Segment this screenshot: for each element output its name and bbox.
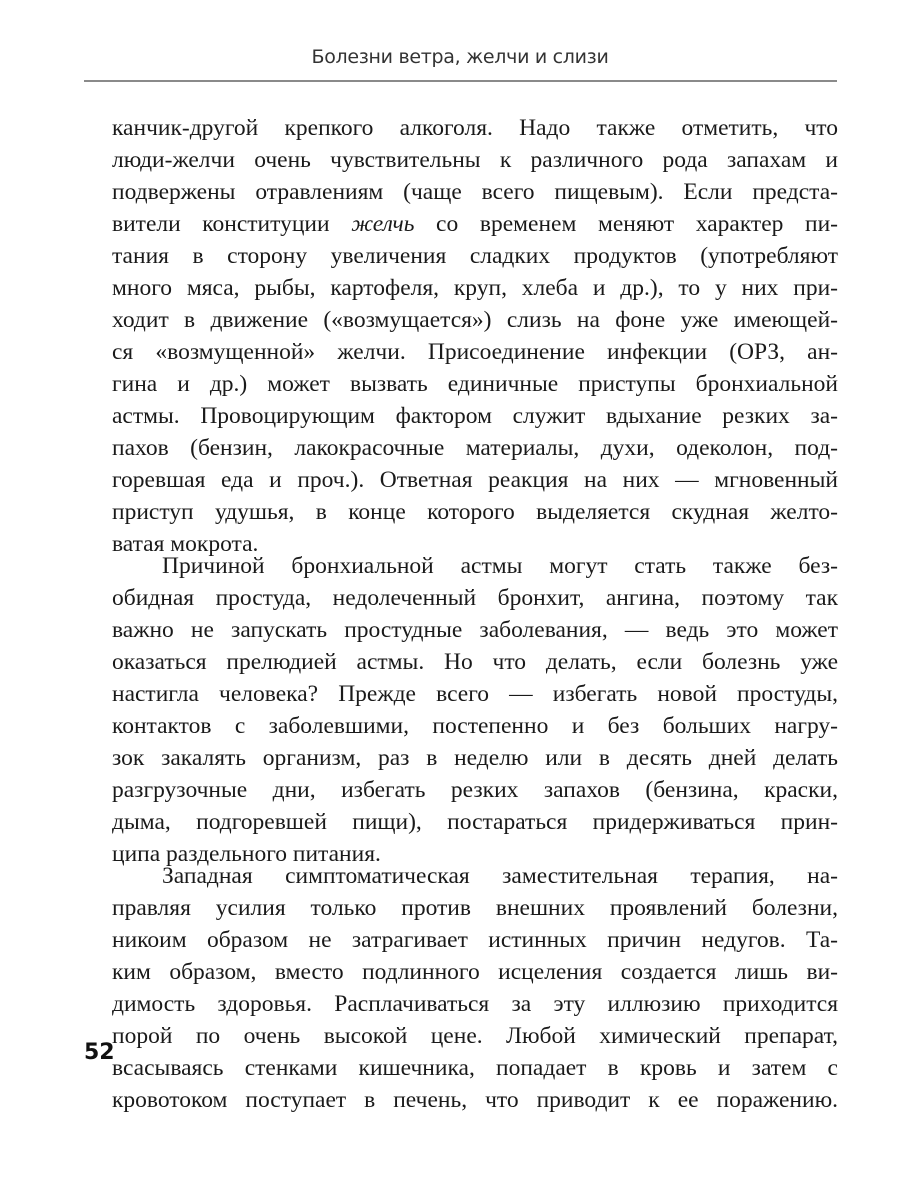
text-line: настигла человека? Прежде всего — избегать новой простуды,: [112, 681, 838, 707]
italic-term: желчь: [351, 211, 415, 237]
page-number: 52: [84, 1040, 115, 1065]
text-segment: со временем меняют характер пи-: [414, 211, 838, 237]
paragraph-2: [112, 550, 838, 870]
text-line: тания в сторону увеличения сладких продуктов (употребляют: [112, 243, 838, 269]
running-header: Болезни ветра, желчи и слизи: [311, 46, 609, 68]
text-line: Причиной бронхиальной астмы могут стать также без-: [162, 553, 838, 579]
paragraph-3: [112, 860, 838, 1116]
text-line: оказаться прелюдией астмы. Но что делать, если болезнь уже: [112, 649, 838, 675]
text-line: люди-желчи очень чувствительны к различного рода запахам и: [112, 147, 838, 173]
text-line: ходит в движение («возмущается») слизь на фоне уже имеющей-: [112, 307, 838, 333]
text-line: важно не запускать простудные заболевания, — ведь это может: [112, 617, 838, 643]
text-line: дыма, подгоревшей пищи), постараться придерживаться прин-: [112, 809, 838, 835]
text-line: горевшая еда и проч.). Ответная реакция на них — мгновенный: [112, 467, 838, 493]
text-line: порой по очень высокой цене. Любой химический препарат,: [112, 1023, 838, 1049]
text-line: никоим образом не затрагивает истинных причин недугов. Та-: [112, 927, 838, 953]
paragraph-1: [112, 112, 838, 560]
text-line: пахов (бензин, лакокрасочные материалы, духи, одеколон, под-: [112, 435, 838, 461]
text-line: контактов с заболевшими, постепенно и без больших нагру-: [112, 713, 838, 739]
text-line: разгрузочные дни, избегать резких запахов (бензина, краски,: [112, 777, 838, 803]
text-line: всасываясь стенками кишечника, попадает в кровь и затем с: [112, 1055, 838, 1081]
text-line: кровотоком поступает в печень, что приводит к ее поражению.: [112, 1087, 838, 1113]
text-line: зок закалять организм, раз в неделю или в десять дней делать: [112, 745, 838, 771]
text-line: димость здоровья. Расплачиваться за эту иллюзию приходится: [112, 991, 838, 1017]
text-line: обидная простуда, недолеченный бронхит, ангина, поэтому так: [112, 585, 838, 611]
text-line: ким образом, вместо подлинного исцеления создается лишь ви-: [112, 959, 838, 985]
text-line: ватая мокрота.: [112, 531, 259, 557]
text-line: гина и др.) может вызвать единичные приступы бронхиальной: [112, 371, 838, 397]
text-line: приступ удушья, в конце которого выделяется скудная желто-: [112, 499, 838, 525]
text-line: много мяса, рыбы, картофеля, круп, хлеба и др.), то у них при-: [112, 275, 838, 301]
text-line: [112, 208, 838, 240]
text-line: подвержены отравлениям (чаще всего пищевым). Если предста-: [112, 179, 838, 205]
text-line: ся «возмущенной» желчи. Присоединение инфекции (ОРЗ, ан-: [112, 339, 838, 365]
text-line: канчик-другой крепкого алкоголя. Надо также отметить, что: [112, 115, 838, 141]
text-line: Западная симптоматическая заместительная терапия, на-: [162, 863, 838, 889]
text-line: ципа раздельного питания.: [112, 841, 381, 867]
header-rule: [84, 80, 837, 82]
text-line: астмы. Провоцирующим фактором служит вдыхание резких за-: [112, 403, 838, 429]
text-segment: вители конституции: [112, 211, 352, 237]
text-line: правляя усилия только против внешних проявлений болезни,: [112, 895, 838, 921]
